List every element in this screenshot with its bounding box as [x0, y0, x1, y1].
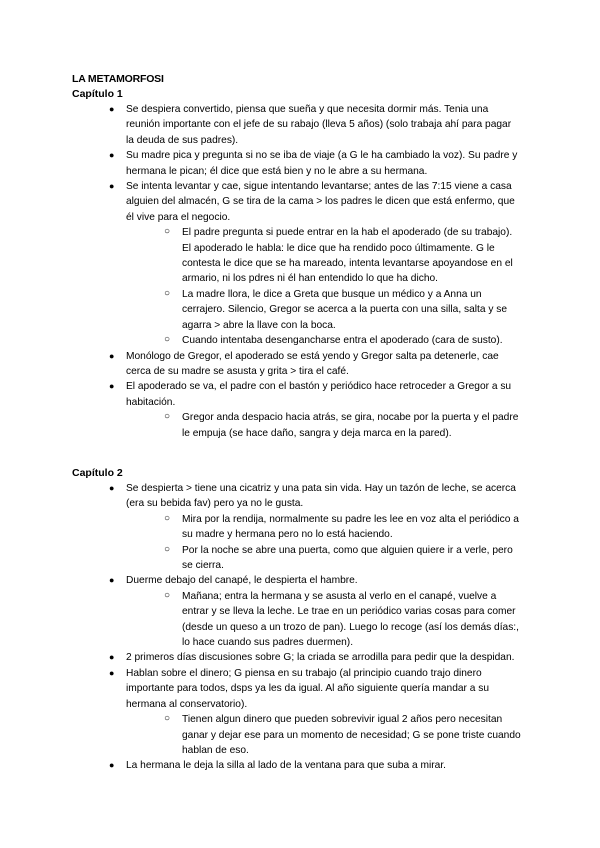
hollow-bullet-icon: ○: [164, 589, 171, 601]
bullet-icon: ●: [109, 104, 115, 114]
chapter-2-list: [72, 481, 528, 774]
list-item: [72, 666, 528, 712]
sub-list-item: [72, 512, 528, 543]
hollow-bullet-icon: ○: [164, 713, 171, 725]
sub-list-item: [72, 543, 528, 574]
sub-list-item-text: Gregor anda despacio hacia atrás, se gira, nocabe por la puerta y el padre le empuja (se hace daño, sangra y deja marca en la pared).: [182, 412, 519, 439]
bullet-icon: ●: [109, 575, 115, 586]
sub-list-item: [72, 333, 528, 348]
sub-list-item-text: Mira por la rendija, normalmente su padre les lee en voz alta el periódico a su madre y hermana pero no lo está haciendo.: [182, 513, 519, 541]
sub-list-item-text: Mañana; entra la hermana y se asusta al verlo en el canapé, vuelve a entrar y se lleva la leche. Le trae en un periódico varias cosas para comer (desde un queso a un trozo de pan). Luego lo recoge (así los demás días:, lo hace cuando sus padres duermen).: [182, 590, 519, 649]
bullet-icon: ●: [109, 483, 115, 493]
bullet-icon: ●: [109, 150, 115, 161]
sub-list-item-text: El padre pregunta si puede entrar en la hab el apoderado (de su trabajo). El apoderado le habla: le dice que ha rendido poco últimamente. G le contesta le dice que se ha mareado, intenta levantarse apoyandose en el armario, ni los pdres ni él han entendido lo que ha dicho.: [182, 227, 513, 285]
list-item-text: Hablan sobre el dinero; G piensa en su trabajo (al principio cuando trajo dinero importante para todos, dsps ya les da igual. Al año siguiente quería mandar a su hermana al conservatorio).: [126, 667, 490, 710]
chapter-heading: Capítulo 1: [72, 88, 123, 100]
sub-list-item: [72, 225, 528, 287]
sub-list-item-text: Cuando intentaba desengancharse entra el apoderado (cara de susto).: [182, 335, 503, 347]
list-item: [72, 148, 528, 179]
list-item: [72, 349, 528, 380]
list-item-text: Se intenta levantar y cae, sigue intentando levantarse; antes de las 7:15 viene a casa alguien del almacén, G se tira de la cama > los padres le dicen que está enfermo, que él vive para el negocio.: [126, 181, 515, 223]
sub-list-item-text: Por la noche se abre una puerta, como que alguien quiere ir a verle, pero se cierra.: [182, 544, 513, 572]
sub-list-item: [72, 287, 528, 333]
list-item: [72, 179, 528, 225]
sub-list-item: [72, 712, 528, 758]
chapter-2: [72, 466, 528, 774]
list-item: [72, 758, 528, 773]
bullet-icon: ●: [109, 181, 115, 192]
hollow-bullet-icon: ○: [164, 287, 171, 299]
list-item: [72, 379, 528, 410]
sub-list-item: [72, 589, 528, 651]
bullet-icon: ●: [109, 652, 115, 663]
hollow-bullet-icon: ○: [164, 226, 171, 238]
list-item: [72, 481, 528, 512]
hollow-bullet-icon: ○: [164, 411, 171, 423]
chapter-heading: Capítulo 2: [72, 467, 123, 479]
hollow-bullet-icon: ○: [164, 334, 171, 346]
bullet-icon: ●: [109, 667, 115, 678]
hollow-bullet-icon: ○: [164, 512, 171, 524]
list-item-text: Monólogo de Gregor, el apoderado se está yendo y Gregor salta pa detenerle, cae cerca de su madre se asusta y grita > tira el café.: [126, 350, 499, 377]
list-item-text: 2 primeros días discusiones sobre G; la criada se arrodilla para pedir que la despidan.: [126, 652, 515, 664]
list-item-text: El apoderado se va, el padre con el bastón y periódico hace retroceder a Gregor a su habitación.: [126, 381, 512, 408]
bullet-icon: ●: [109, 760, 115, 771]
list-item-text: Su madre pica y pregunta si no se iba de viaje (a G le ha cambiado la voz). Su padre y hermana le pican; él dice que está bien y no le abre a su hermana.: [126, 150, 518, 177]
sub-list-item-text: Tienen algun dinero que pueden sobrevivir igual 2 años pero necesitan ganar y dejar ese para un momento de necesidad; G se pone triste cuando hablan de eso.: [182, 714, 521, 756]
list-item: [72, 102, 528, 148]
list-item: [72, 650, 528, 665]
chapter-1-list: [72, 102, 528, 441]
document-title: LA METAMORFOSI: [72, 73, 164, 85]
sub-list-item-text: La madre llora, le dice a Greta que busque un médico y a Anna un cerrajero. Silencio, Gregor se acerca a la puerta con una silla, salta y se agarra > abre la llave con la boca.: [182, 288, 508, 331]
list-item-text: Se despierta > tiene una cicatriz y una pata sin vida. Hay un tazón de leche, se acerca (era su bebida fav) pero ya no le gusta.: [126, 483, 516, 510]
list-item: [72, 573, 528, 588]
sub-list-item: [72, 410, 528, 441]
list-item-text: Duerme debajo del canapé, le despierta el hambre.: [126, 575, 358, 587]
chapter-1: [72, 87, 528, 441]
list-item-text: Se despiera convertido, piensa que sueña y que necesita dormir más. Tenia una reunión importante con el jefe de su rabajo (lleva 5 años) (solo trabaja ahí para pagar la deuda de sus padres).: [126, 104, 512, 146]
bullet-icon: ●: [109, 350, 115, 361]
list-item-text: La hermana le deja la silla al lado de la ventana para que suba a mirar.: [126, 760, 446, 772]
hollow-bullet-icon: ○: [164, 543, 171, 555]
bullet-icon: ●: [109, 381, 115, 392]
